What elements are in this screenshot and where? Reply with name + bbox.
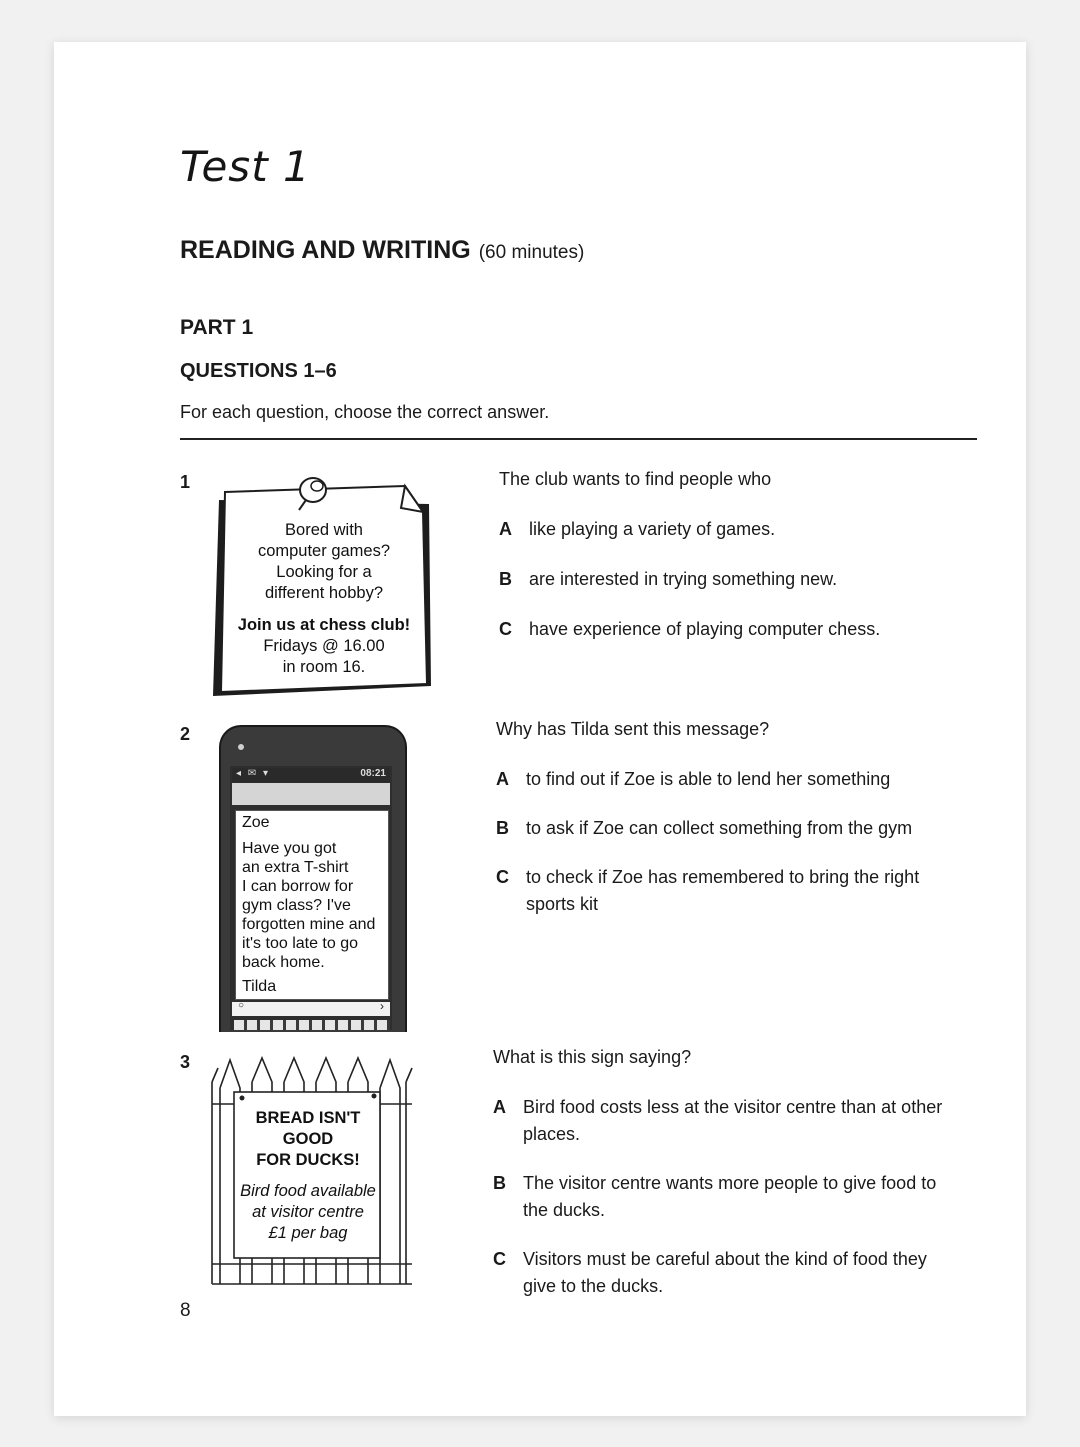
message-line: an extra T-shirt xyxy=(242,859,349,876)
option-letter: C xyxy=(496,867,509,887)
option-text: the ducks. xyxy=(523,1200,606,1220)
option-text: places. xyxy=(523,1124,581,1144)
phone-status-bar xyxy=(232,768,390,782)
nail-icon xyxy=(240,1096,245,1101)
message-recipient: Zoe xyxy=(242,814,270,831)
part-title: PART 1 xyxy=(180,316,254,339)
option-text: are interested in trying something new. xyxy=(529,569,838,589)
question-2-option-c[interactable] xyxy=(496,864,966,918)
message-sender: Tilda xyxy=(242,978,277,995)
notice-line: different hobby? xyxy=(264,584,384,602)
question-3-option-a[interactable] xyxy=(493,1094,973,1148)
option-letter: A xyxy=(493,1097,506,1117)
phone-time: 08:21 xyxy=(360,768,386,779)
sign-bold-line: BREAD ISN'T xyxy=(255,1109,361,1127)
option-letter: B xyxy=(493,1173,506,1193)
question-range: QUESTIONS 1–6 xyxy=(180,360,337,382)
notice-line: Looking for a xyxy=(276,563,372,581)
option-letter: C xyxy=(493,1249,506,1269)
sign-text xyxy=(236,1108,380,1244)
question-3-option-b[interactable] xyxy=(493,1170,973,1224)
option-text: Bird food costs less at the visitor centre than at other xyxy=(523,1097,943,1117)
option-letter: B xyxy=(499,569,512,589)
section-duration: (60 minutes) xyxy=(478,242,585,263)
option-text: to check if Zoe has remembered to bring the right xyxy=(526,867,920,887)
question-2-option-a[interactable] xyxy=(496,766,966,793)
option-text: have experience of playing computer chess. xyxy=(529,619,881,639)
option-text: give to the ducks. xyxy=(523,1276,664,1296)
question-number-2: 2 xyxy=(180,724,191,744)
status-icons: ◂ ✉ ▾ xyxy=(236,768,270,779)
option-letter: A xyxy=(499,519,512,539)
option-text: to ask if Zoe can collect something from the gym xyxy=(526,818,913,838)
message-line: forgotten mine and xyxy=(242,916,376,933)
question-2-stem: Why has Tilda sent this message? xyxy=(496,719,770,739)
phone-input-bar xyxy=(232,999,390,1016)
test-title: Test 1 xyxy=(180,142,311,191)
option-text: to find out if Zoe is able to lend her something xyxy=(526,769,891,789)
option-text: Visitors must be careful about the kind of food they xyxy=(523,1249,927,1269)
notice-detail-line: Fridays @ 16.00 xyxy=(263,637,385,655)
notice-line: Bored with xyxy=(285,521,363,539)
option-letter: A xyxy=(496,769,509,789)
question-3-stem: What is this sign saying? xyxy=(493,1047,692,1067)
question-1-option-a[interactable] xyxy=(499,516,969,543)
message-line: Have you got xyxy=(242,840,337,857)
option-letter: B xyxy=(496,818,509,838)
option-text: sports kit xyxy=(526,894,599,914)
notice-detail-line: in room 16. xyxy=(282,658,366,676)
chevron-right-icon: › xyxy=(380,999,384,1013)
question-2-option-b[interactable] xyxy=(496,815,966,842)
question-3-option-c[interactable] xyxy=(493,1246,973,1300)
instruction-text: For each question, choose the correct answer. xyxy=(180,402,550,422)
notice-bold-line: Join us at chess club! xyxy=(237,616,411,634)
option-text: like playing a variety of games. xyxy=(529,519,776,539)
phone-keyboard xyxy=(234,1020,390,1030)
message-body xyxy=(242,839,388,972)
sign-italic-line: Bird food available xyxy=(240,1182,376,1200)
sign-bold-line: GOOD xyxy=(282,1130,334,1148)
section-title xyxy=(180,236,584,265)
section-title-label: READING AND WRITING xyxy=(180,236,471,264)
question-1-stem: The club wants to find people who xyxy=(499,469,772,489)
circle-icon: ○ xyxy=(238,1000,245,1011)
exam-page xyxy=(54,42,1026,1416)
notice-text xyxy=(224,520,424,678)
message-box xyxy=(235,810,389,1000)
question-1-option-c[interactable] xyxy=(499,616,969,643)
option-letter: C xyxy=(499,619,512,639)
question-number-1: 1 xyxy=(180,472,191,492)
nail-icon xyxy=(372,1094,377,1099)
divider-rule xyxy=(180,438,977,440)
option-text: The visitor centre wants more people to give food to xyxy=(523,1173,937,1193)
camera-icon xyxy=(238,744,244,750)
message-line: I can borrow for xyxy=(242,878,354,895)
sign-italic-line: £1 per bag xyxy=(268,1224,348,1242)
message-line: back home. xyxy=(242,954,325,971)
notice-line: computer games? xyxy=(257,542,391,560)
sign-italic-line: at visitor centre xyxy=(252,1203,364,1221)
message-line: it's too late to go xyxy=(242,935,359,952)
page-number: 8 xyxy=(180,1300,191,1321)
message-header-bar xyxy=(232,783,390,805)
sign-bold-line: FOR DUCKS! xyxy=(256,1151,360,1169)
message-line: gym class? I've xyxy=(242,897,351,914)
question-1-option-b[interactable] xyxy=(499,566,969,593)
question-number-3: 3 xyxy=(180,1052,191,1072)
